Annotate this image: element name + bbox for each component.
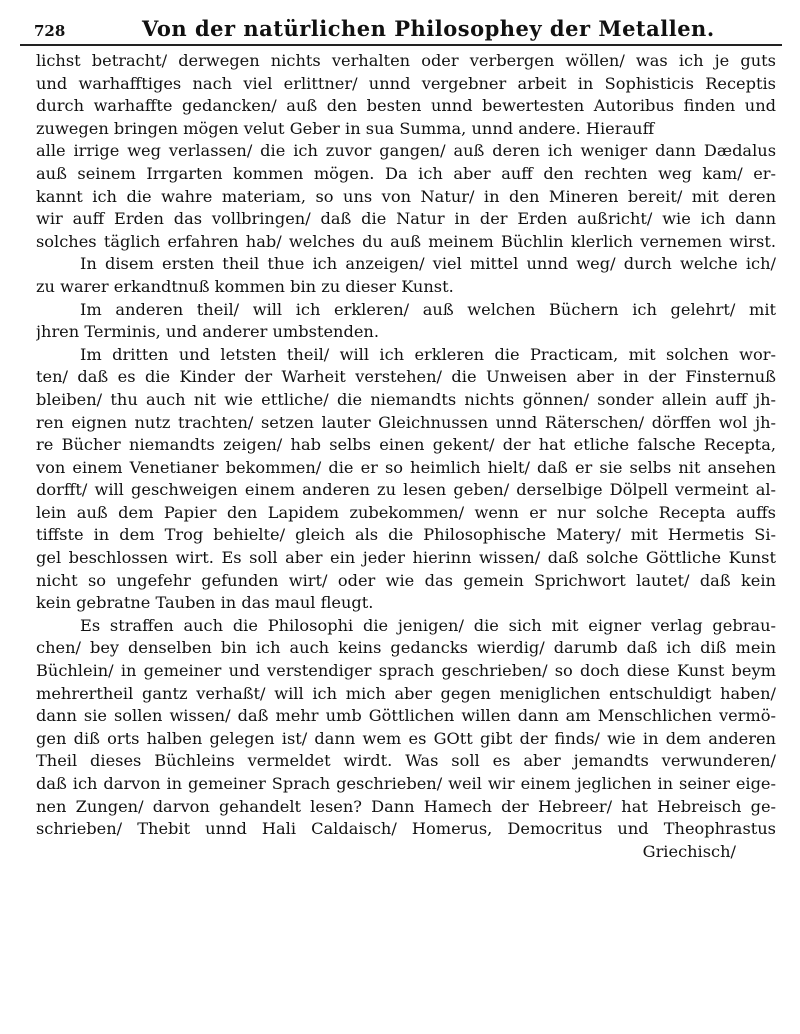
- text-line: Es straffen auch die Philosophi die jenigen/ die sich mit eigner verlag gebrau-: [80, 615, 776, 635]
- text-line: solches täglich erfahren hab/ welches du auß meinem Büchlin klerlich vernemen wirst.: [36, 231, 776, 251]
- text-line: wir auff Erden das vollbringen/ daß die Natur in der Erden außricht/ wie ich dann: [36, 209, 776, 229]
- text-line: von einem Venetianer bekommen/ die er so heimlich hielt/ daß er sie selbs nit ansehen: [36, 457, 776, 477]
- text-line: daß ich darvon in gemeiner Sprach geschrieben/ weil wir einem jeglichen in seiner eige-: [36, 774, 776, 793]
- text-line: Im anderen theil/ will ich erkleren/ auß welchen Büchern ich gelehrt/ mit: [80, 299, 776, 319]
- text-line: nicht so ungefehr gefunden wirt/ oder wie das gemein Sprichwort lautet/ daß kein: [36, 570, 776, 590]
- body-text: [36, 50, 776, 863]
- text-line: In disem ersten theil thue ich anzeigen/ viel mittel unnd weg/ durch welche ich/: [80, 254, 776, 274]
- page-header: [22, 14, 782, 44]
- text-line: jhren Terminis, und anderer umbstenden.: [36, 322, 379, 342]
- text-line: alle irrige weg verlassen/ die ich zuvor gangen/ auß deren ich weniger dann Dædalus: [36, 141, 776, 161]
- text-line: mehrertheil gantz verhaßt/ will ich mich aber gegen meniglichen entschuldigt haben/: [36, 683, 776, 703]
- text-line: nen Zungen/ darvon gehandelt lesen? Dann Hamech der Hebreer/ hat Hebreisch ge-: [36, 796, 776, 816]
- text-line: durch warhaffte gedancken/ auß den besten unnd bewertesten Autoribus finden und: [36, 96, 776, 116]
- text-line: lichst betracht/ derwegen nichts verhalten oder verbergen wöllen/ was ich je guts: [36, 51, 776, 70]
- text-line: Büchlein/ in gemeiner und verstendiger sprach geschrieben/ so doch diese Kunst beym: [36, 661, 776, 681]
- text-line: gel beschlossen wirt. Es soll aber ein jeder hierinn wissen/ daß solche Göttliche Kunst: [36, 548, 776, 568]
- text-line: zu warer erkandtnuß kommen bin zu dieser Kunst.: [36, 276, 454, 296]
- text-line: zuwegen bringen mögen velut Geber in sua Summa, unnd andere. Hierauff: [36, 118, 655, 138]
- page-number: 728: [34, 22, 66, 40]
- text-line: kannt ich die wahre materiam, so uns von Natur/ in den Mineren bereit/ mit deren: [36, 186, 776, 206]
- text-line: tiffste in dem Trog behielte/ gleich als die Philosophische Matery/ mit Hermetis Si-: [36, 525, 776, 545]
- text-line: ten/ daß es die Kinder der Warheit verstehen/ die Unweisen aber in der Finsternuß: [36, 367, 776, 387]
- text-line: re Bücher niemandts zeigen/ hab selbs einen gekent/ der hat etliche falsche Recepta,: [36, 435, 776, 455]
- text-line: lein auß dem Papier den Lapidem zubekommen/ wenn er nur solche Recepta auffs: [36, 502, 776, 522]
- text-line: ren eignen nutz trachten/ setzen lauter Gleichnussen unnd Räterschen/ dörffen wol jh-: [36, 412, 776, 432]
- text-line: Im dritten und letsten theil/ will ich erkleren die Practicam, mit solchen wor-: [80, 344, 776, 364]
- text-line: chen/ bey denselben bin ich auch keins gedancks wierdig/ darumb daß ich diß mein: [36, 638, 776, 658]
- running-head: Von der natürlichen Philosophey der Metallen.: [142, 16, 715, 41]
- text-line: dann sie sollen wissen/ daß mehr umb Göttlichen willen dann am Menschlichen vermö-: [36, 706, 776, 726]
- text-line: gen diß orts halben gelegen ist/ dann wem es GOtt gibt der finds/ wie in dem anderen: [36, 728, 776, 748]
- text-line: dorfft/ will geschweigen einem anderen zu lesen geben/ derselbige Dölpell vermeint al-: [36, 480, 776, 500]
- text-line: schrieben/ Thebit unnd Hali Caldaisch/ Homerus, Democritus und Theophrastus: [36, 819, 776, 839]
- text-line: Griechisch/: [642, 841, 736, 861]
- text-line: kein gebratne Tauben in das maul fleugt.: [36, 593, 374, 613]
- header-rule: [20, 44, 782, 46]
- text-line: auß seinem Irrgarten kommen mögen. Da ich aber auff den rechten weg kam/ er-: [36, 163, 776, 183]
- text-line: bleiben/ thu auch nit wie ettliche/ die niemandts nichts gönnen/ sonder allein auff jh-: [36, 389, 776, 409]
- text-line: und warhafftiges nach viel erlittner/ unnd vergebner arbeit in Sophisticis Receptis: [36, 73, 776, 93]
- text-line: Theil dieses Büchleins vermeldet wirdt. Was soll es aber jemandts verwunderen/: [36, 751, 776, 771]
